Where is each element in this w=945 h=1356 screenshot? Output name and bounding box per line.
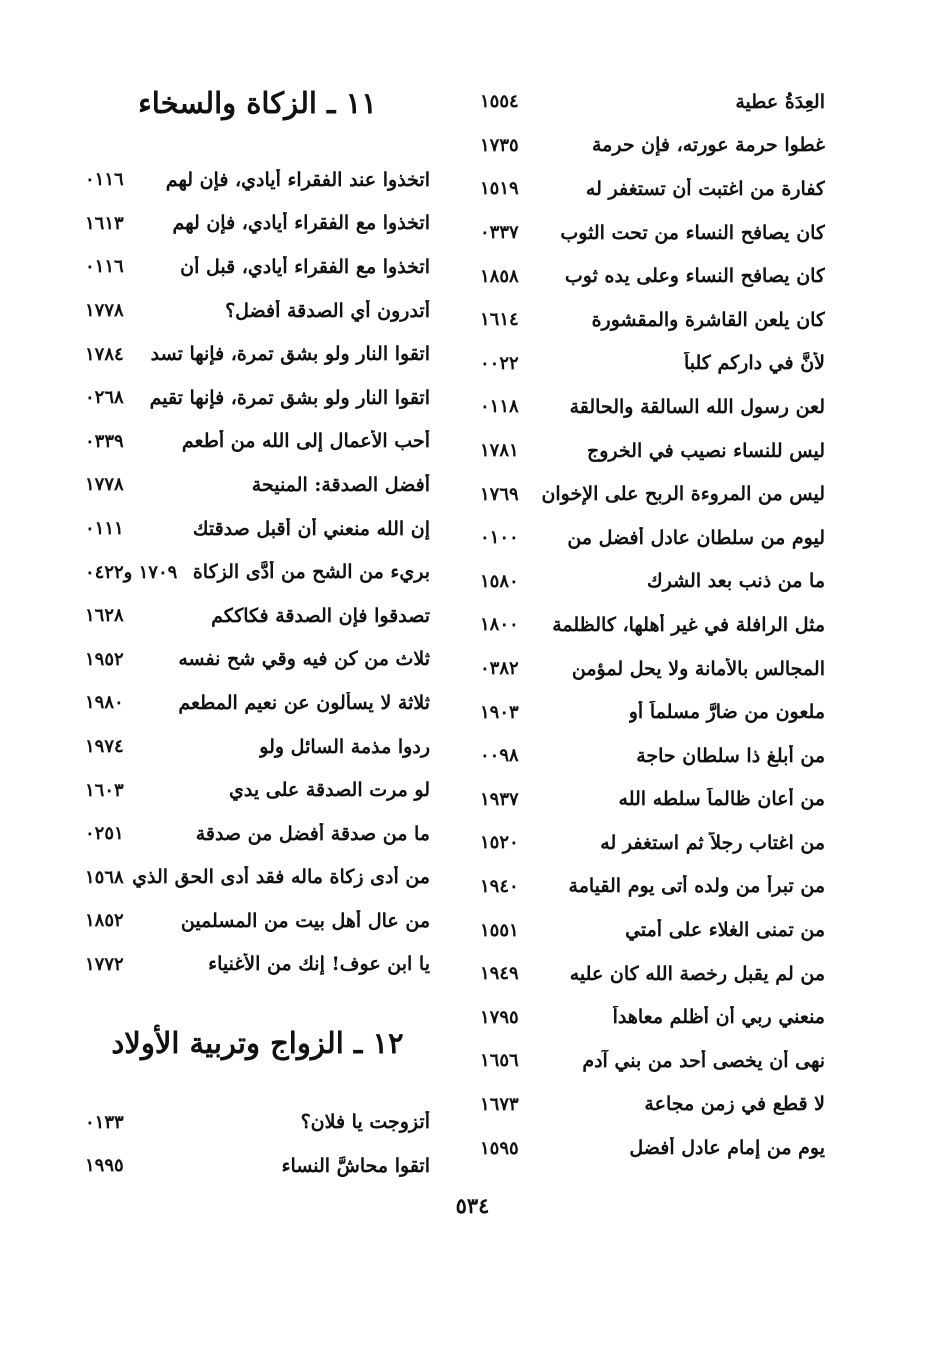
entry-number: ١٩٤٩ xyxy=(480,963,519,985)
entry-number: ١٩٣٧ xyxy=(480,788,519,810)
entry-number: ٠١١٨ xyxy=(480,396,519,418)
entry-text: من أبلغ ذا سلطان حاجة xyxy=(636,744,825,767)
entry-number: ١٧٨١ xyxy=(480,440,519,462)
entry-number: ١٦٠٣ xyxy=(85,779,124,801)
index-entry xyxy=(85,1144,430,1188)
index-entry xyxy=(480,80,825,124)
entry-text: كان يصافح النساء من تحت الثوب xyxy=(560,221,825,244)
index-entry xyxy=(85,812,430,856)
entry-text: ليس من المروءة الربح على الإخوان xyxy=(541,483,825,506)
entry-text: اتخذوا مع الفقراء أيادي، قبل أن xyxy=(180,255,430,278)
index-entry xyxy=(85,420,430,464)
index-entry xyxy=(480,1126,825,1170)
index-entry xyxy=(85,202,430,246)
right-column xyxy=(480,80,825,1170)
entry-text: يوم من إمام عادل أفضل xyxy=(629,1137,825,1160)
entry-number: ١٧٩٥ xyxy=(480,1006,519,1028)
index-entry xyxy=(85,899,430,943)
entry-text: يا ابن عوف! إنك من الأغنياء xyxy=(208,953,430,976)
entry-text: من اغتاب رجلاً ثم استغفر له xyxy=(600,831,825,854)
entry-number: ١٥١٩ xyxy=(480,178,519,200)
entry-number: ١٦٥٦ xyxy=(480,1050,519,1072)
index-entry xyxy=(85,681,430,725)
entry-text: غطوا حرمة عورته، فإن حرمة xyxy=(591,134,825,157)
entry-number: ٠١٣٣ xyxy=(85,1111,124,1133)
entry-number: ٠٠٢٢ xyxy=(480,352,519,374)
entry-number: ١٧٨٤ xyxy=(85,343,124,365)
section-12-list xyxy=(85,1100,430,1187)
entry-text: من أدى زكاة ماله فقد أدى الحق الذي xyxy=(132,866,430,889)
index-entry xyxy=(480,167,825,211)
entry-number: ١٥٨٠ xyxy=(480,570,519,592)
entry-text: ملعون من ضارَّ مسلماً أو xyxy=(628,701,825,724)
index-entry xyxy=(85,943,430,987)
entry-text: لأنَّ في داركم كلباً xyxy=(683,352,825,375)
entry-text: أحب الأعمال إلى الله من أطعم xyxy=(181,430,430,453)
entry-number: ١٥٥١ xyxy=(480,919,519,941)
index-entry xyxy=(480,472,825,516)
section-11-list xyxy=(85,158,430,986)
entry-number: ١٧٧٢ xyxy=(85,953,124,975)
entry-number: ١٩٥٢ xyxy=(85,648,124,670)
entry-number: ١٦٢٨ xyxy=(85,605,124,627)
entry-number: ١٦٧٣ xyxy=(480,1093,519,1115)
index-entry xyxy=(480,429,825,473)
entry-text: ردوا مذمة السائل ولو xyxy=(259,735,430,758)
entry-text: العِدَةُ عطية xyxy=(735,90,825,113)
entry-text: أفضل الصدقة: المنيحة xyxy=(251,473,430,496)
index-entry xyxy=(85,856,430,900)
index-entry xyxy=(480,952,825,996)
index-entry xyxy=(480,690,825,734)
entry-number: ١٥٦٨ xyxy=(85,866,124,888)
entry-text: اتخذوا مع الفقراء أيادي، فإن لهم xyxy=(172,212,430,235)
entry-text: مثل الرافلة في غير أهلها، كالظلمة xyxy=(552,613,825,636)
section-11-heading: ١١ ـ الزكاة والسخاء xyxy=(138,86,377,120)
index-entry xyxy=(480,560,825,604)
entry-text: بريء من الشح من أدَّى الزكاة xyxy=(192,561,430,584)
section-12-heading: ١٢ ـ الزواج وتربية الأولاد xyxy=(111,1026,404,1061)
entry-text: ثلاثة لا يسألون عن نعيم المطعم xyxy=(178,691,430,714)
entry-text: من لم يقبل رخصة الله كان عليه xyxy=(569,962,825,985)
index-entry xyxy=(480,124,825,168)
entry-number: ٠١١١ xyxy=(85,518,124,540)
index-entry xyxy=(480,298,825,342)
index-entry xyxy=(480,211,825,255)
entry-number: ١٧٣٥ xyxy=(480,134,519,156)
entry-number: ١٨٠٠ xyxy=(480,614,519,636)
entry-text: لو مرت الصدقة على يدي xyxy=(229,779,430,802)
entry-number: ١٩٠٣ xyxy=(480,701,519,723)
entry-number: ١٧٧٨ xyxy=(85,300,124,322)
index-entry xyxy=(85,289,430,333)
entry-number: ٠١٠٠ xyxy=(480,527,519,549)
index-entry xyxy=(480,647,825,691)
entry-text: كفارة من اغتبت أن تستغفر له xyxy=(585,177,825,200)
entry-text: اتقوا النار ولو بشق تمرة، فإنها تقيم xyxy=(149,386,430,409)
entry-text: من عال أهل بيت من المسلمين xyxy=(180,909,430,932)
entry-number: ١٨٥٨ xyxy=(480,265,519,287)
index-entry xyxy=(480,385,825,429)
entry-number: ١٩٤٠ xyxy=(480,875,519,897)
index-entry xyxy=(85,245,430,289)
index-entry xyxy=(85,158,430,202)
entry-number: ٠٣٣٩ xyxy=(85,430,124,452)
entry-text: تصدقوا فإن الصدقة فكاككم xyxy=(211,604,430,627)
entry-text: ليوم من سلطان عادل أفضل من xyxy=(567,526,825,549)
entry-number: ١٧٦٩ xyxy=(480,483,519,505)
entry-number: ٠٠٩٨ xyxy=(480,745,519,767)
index-entry xyxy=(85,507,430,551)
index-entry xyxy=(480,516,825,560)
entry-text: ثلاث من كن فيه وقي شح نفسه xyxy=(178,648,430,671)
entry-text: ما من ذنب بعد الشرك xyxy=(646,570,825,593)
entry-text: ما من صدقة أفضل من صدقة xyxy=(195,822,430,845)
index-entry xyxy=(85,1100,430,1144)
entry-text: نهى أن يخصى أحد من بني آدم xyxy=(582,1049,825,1072)
index-entry xyxy=(480,1083,825,1127)
entry-number: ٠٢٦٨ xyxy=(85,387,124,409)
entry-text: لعن رسول الله السالقة والحالقة xyxy=(569,395,825,418)
entry-number: ١٧٠٩ و٠٤٢٢ xyxy=(85,561,178,583)
entry-number: ١٨٥٢ xyxy=(85,910,124,932)
index-entry xyxy=(480,342,825,386)
entry-text: أتزوجت يا فلان؟ xyxy=(300,1111,430,1134)
entry-number: ١٥٥٤ xyxy=(480,91,519,113)
index-entry xyxy=(85,725,430,769)
index-entry xyxy=(480,908,825,952)
entry-text: إن الله منعني أن أقبل صدقتك xyxy=(192,517,430,540)
left-column xyxy=(85,80,430,1187)
entry-number: ١٥٢٠ xyxy=(480,832,519,854)
entry-text: لا قطع في زمن مجاعة xyxy=(644,1093,825,1116)
entry-number: ٠٣٨٢ xyxy=(480,658,519,680)
index-entry xyxy=(480,865,825,909)
entry-text: من تمنى الغلاء على أمتي xyxy=(625,919,825,942)
index-entry xyxy=(480,995,825,1039)
index-entry xyxy=(85,376,430,420)
entry-text: من أعان ظالماً سلطه الله xyxy=(618,788,825,811)
entry-number: ١٥٩٥ xyxy=(480,1137,519,1159)
entry-number: ١٦١٤ xyxy=(480,309,519,331)
index-entry xyxy=(480,1039,825,1083)
index-entry xyxy=(480,603,825,647)
index-entry xyxy=(480,778,825,822)
entry-text: من تبرأ من ولده أتى يوم القيامة xyxy=(568,875,825,898)
index-entry xyxy=(85,594,430,638)
index-entry xyxy=(85,768,430,812)
index-entry xyxy=(85,463,430,507)
entry-number: ١٩٧٤ xyxy=(85,736,124,758)
index-entry xyxy=(85,638,430,682)
entry-text: اتخذوا عند الفقراء أيادي، فإن لهم xyxy=(165,168,430,191)
index-entry xyxy=(480,254,825,298)
entry-number: ٠١١٦ xyxy=(85,256,124,278)
entry-number: ١٦١٣ xyxy=(85,212,124,234)
entry-number: ١٩٨٠ xyxy=(85,692,124,714)
entry-text: اتقوا محاشَّ النساء xyxy=(281,1154,430,1177)
entry-number: ٠٣٣٧ xyxy=(480,222,519,244)
entry-text: أتدرون أي الصدقة أفضل؟ xyxy=(225,299,430,322)
entry-number: ١٩٩٥ xyxy=(85,1155,124,1177)
entry-text: منعني ربي أن أظلم معاهداً xyxy=(612,1006,825,1029)
entry-number: ٠٢٥١ xyxy=(85,823,124,845)
entry-text: المجالس بالأمانة ولا يحل لمؤمن xyxy=(571,657,825,680)
index-entry xyxy=(480,821,825,865)
entry-text: كان يلعن القاشرة والمقشورة xyxy=(591,308,825,331)
entry-text: كان يصافح النساء وعلى يده ثوب xyxy=(564,265,825,288)
entry-text: ليس للنساء نصيب في الخروج xyxy=(586,439,825,462)
page-number: ٥٣٤ xyxy=(455,1193,490,1218)
entry-text: اتقوا النار ولو بشق تمرة، فإنها تسد xyxy=(150,343,430,366)
entry-number: ٠١١٦ xyxy=(85,169,124,191)
entry-number: ١٧٧٨ xyxy=(85,474,124,496)
index-entry xyxy=(85,332,430,376)
index-entry xyxy=(85,550,430,594)
index-entry xyxy=(480,734,825,778)
